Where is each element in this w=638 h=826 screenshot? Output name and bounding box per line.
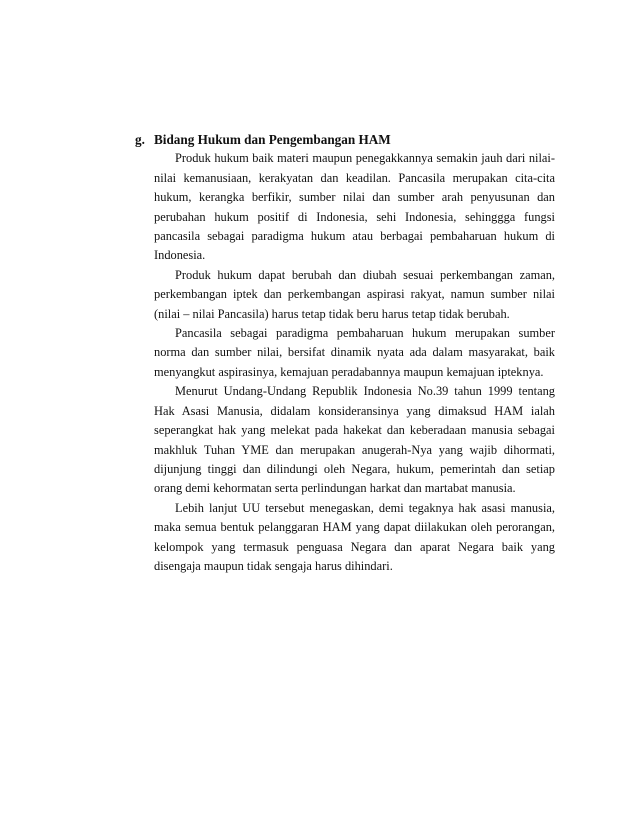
section-body [154,149,555,576]
section-marker: g. [135,132,145,147]
section-title: Bidang Hukum dan Pengembangan HAM [154,132,391,147]
paragraph-4: Menurut Undang-Undang Republik Indonesia No.39 tahun 1999 tentang Hak Asasi Manusia, didalam konsideransinya yang dimaksud HAM ialah seperangkat hak yang melekat pada hakekat dan keberadaan manusia sebagai makhluk Tuhan YME dan merupakan anugerah-Nya yang wajib dihormati, dijunjung tinggi dan dilindungi oleh Negara, hukum, pemerintah dan setiap orang demi kehormatan serta perlindungan harkat dan martabat manusia. [154,384,555,496]
section-heading [135,130,555,149]
paragraph-2: Produk hukum dapat berubah dan diubah sesuai perkembangan zaman, perkembangan iptek dan perkembangan aspirasi rakyat, namun sumber nilai (nilai – nilai Pancasila) harus tetap tidak beru harus tetap tidak berubah. [154,267,555,321]
paragraph-3: Pancasila sebagai paradigma pembaharuan hukum merupakan sumber norma dan sumber nilai, bersifat dinamik nyata ada dalam masyarakat, baik menyangkut aspirasinya, kemajuan peradabannya maupun kemajuan ipteknya. [154,326,555,379]
paragraph-5: Lebih lanjut UU tersebut menegaskan, demi tegaknya hak asasi manusia, maka semua bentuk pelanggaran HAM yang dapat diilakukan oleh perorangan, kelompok yang termasuk penguasa Negara dan aparat Negara baik yang disengaja maupun tidak sengaja harus dihindari. [154,500,555,573]
section-g [135,130,555,576]
paragraph-1: Produk hukum baik materi maupun penegakkannya semakin jauh dari nilai-nilai kemanusiaan, kerakyatan dan keadilan. Pancasila merupakan cita-cita hukum, kerangka berfikir, sumber nilai dan sumber arah penyusunan dan perubahan hukum positif di Indonesia, sehi Indonesia, sehinggga fungsi pancasila sebagai paradigma hukum atau berbagai pembaharuan hukum di Indonesia. [154,151,555,263]
